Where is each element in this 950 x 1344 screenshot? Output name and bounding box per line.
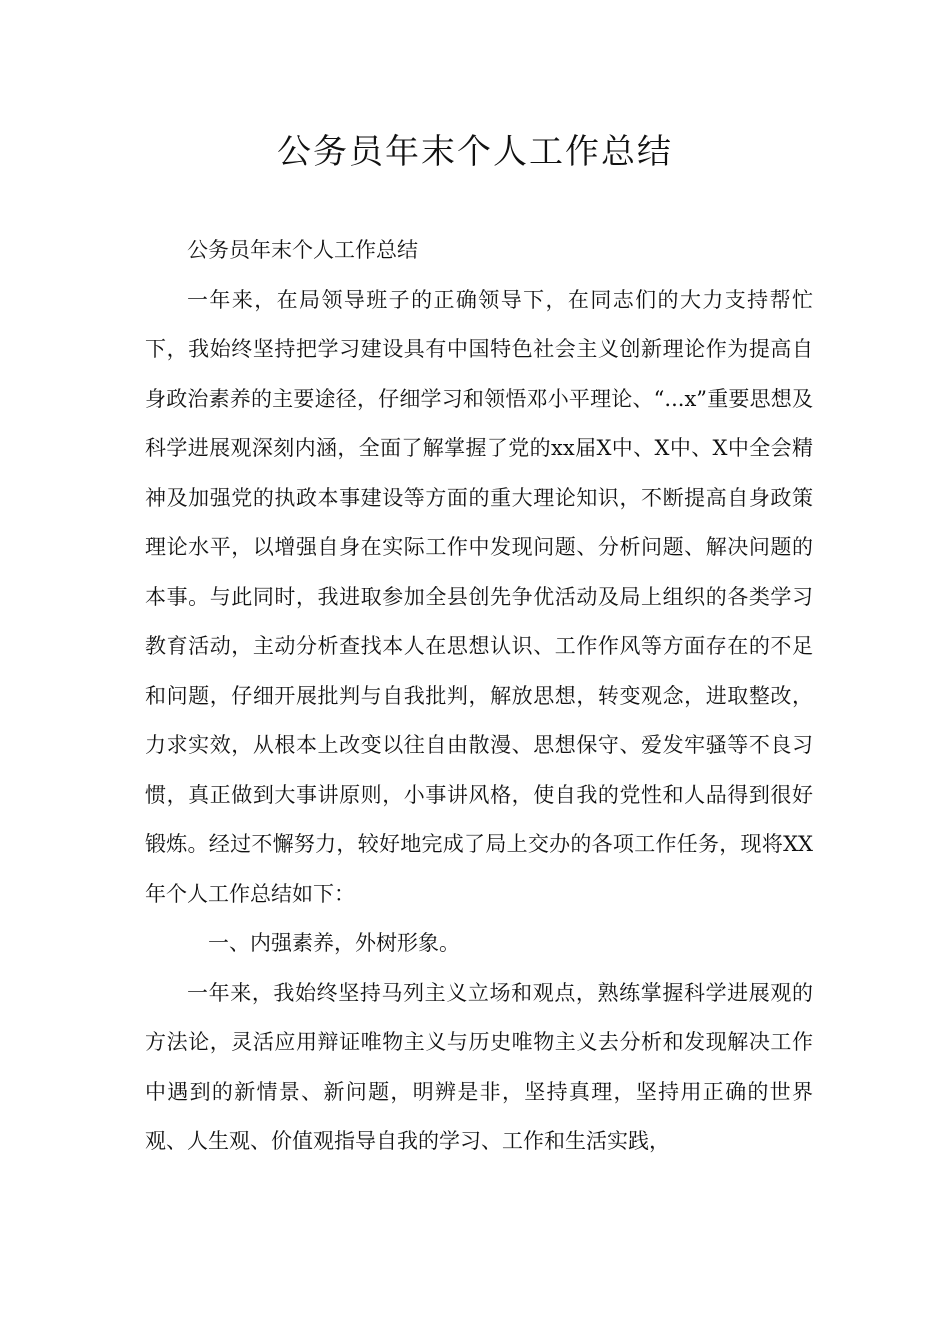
paragraph-subtitle: 公务员年末个人工作总结: [187, 238, 418, 262]
document-title: 公务员年末个人工作总结: [277, 132, 673, 172]
paragraph-section-1: 一年来，我始终坚持马列主义立场和观点，熟练掌握科学进展观的方法论，灵活应用辩证唯物主义与历史唯物主义去分析和发现解决工作中遇到的新情景、新问题，明辨是非，坚持真理，坚持用正确的世界观、人生观、价值观指导自我的学习、工作和生活实践，: [145, 980, 813, 1153]
section-heading-1: 一、内强素养，外树形象。: [208, 931, 460, 955]
document-body: [145, 226, 813, 1167]
paragraph-intro: 一年来，在局领导班子的正确领导下，在同志们的大力支持帮忙下，我始终坚持把学习建设具有中国特色社会主义创新理论作为提高自身政治素养的主要途径，仔细学习和领悟邓小平理论、“...x”重要思想及科学进展观深刻内涵，全面了解掌握了党的xx届X中、X中、X中全会精神及加强党的执政本事建设等方面的重大理论知识，不断提高自身政策理论水平，以增强自身在实际工作中发现问题、分析问题、解决问题的本事。与此同时，我进取参加全县创先争优活动及局上组织的各类学习教育活动，主动分析查找本人在思想认识、工作作风等方面存在的不足和问题，仔细开展批判与自我批判，解放思想，转变观念，进取整改，力求实效，从根本上改变以往自由散漫、思想保守、爱发牢骚等不良习惯，真正做到大事讲原则，小事讲风格，使自我的党性和人品得到很好锻炼。经过不懈努力，较好地完成了局上交办的各项工作任务，现将XX年个人工作总结如下：: [145, 287, 813, 906]
